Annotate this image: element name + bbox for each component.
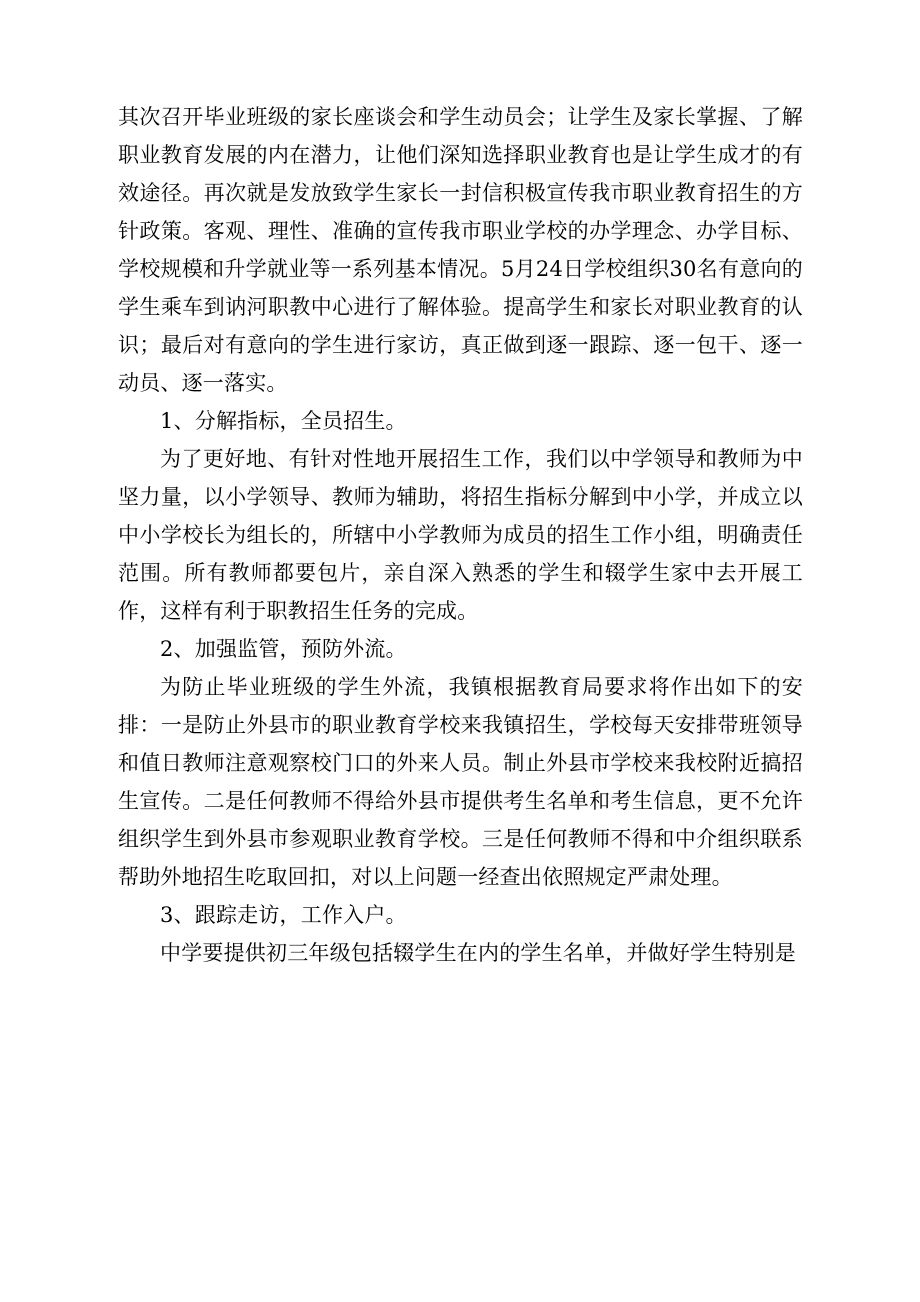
section-heading-1: 1、分解指标，全员招生。: [160, 409, 407, 433]
document-body: [118, 98, 803, 972]
paragraph-section-2: 为防止毕业班级的学生外流，我镇根据教育局要求将作出如下的安排：一是防止外县市的职业教育学校来我镇招生，学校每天安排带班领导和值日教师注意观察校门口的外来人员。制止外县市学校来我校附近搞招生宣传。二是任何教师不得给外县市提供考生名单和考生信息，更不允许组织学生到外县市参观职业教育学校。三是任何教师不得和中介组织联系帮助外地招生吃取回扣，对以上问题一经查出依照规定严肃处理。: [118, 675, 803, 889]
section-heading-3: 3、跟踪走访，工作入户。: [160, 903, 407, 927]
paragraph-section-3: 中学要提供初三年级包括辍学生在内的学生名单，并做好学生特别是: [160, 941, 796, 965]
paragraph-intro: 其次召开毕业班级的家长座谈会和学生动员会；让学生及家长掌握、了解职业教育发展的内在潜力，让他们深知选择职业教育也是让学生成才的有效途径。再次就是发放致学生家长一封信积极宣传我市职业教育招生的方针政策。客观、理性、准确的宣传我市职业学校的办学理念、办学目标、学校规模和升学就业等一系列基本情况。5月24日学校组织30名有意向的学生乘车到讷河职教中心进行了解体验。提高学生和家长对职业教育的认识；最后对有意向的学生进行家访，真正做到逐一跟踪、逐一包干、逐一动员、逐一落实。: [118, 105, 803, 395]
section-heading-2: 2、加强监管，预防外流。: [160, 637, 407, 661]
paragraph-section-1: 为了更好地、有针对性地开展招生工作，我们以中学领导和教师为中坚力量，以小学领导、教师为辅助，将招生指标分解到中小学，并成立以中小学校长为组长的，所辖中小学教师为成员的招生工作小组，明确责任范围。所有教师都要包片，亲自深入熟悉的学生和辍学生家中去开展工作，这样有利于职教招生任务的完成。: [118, 447, 803, 623]
